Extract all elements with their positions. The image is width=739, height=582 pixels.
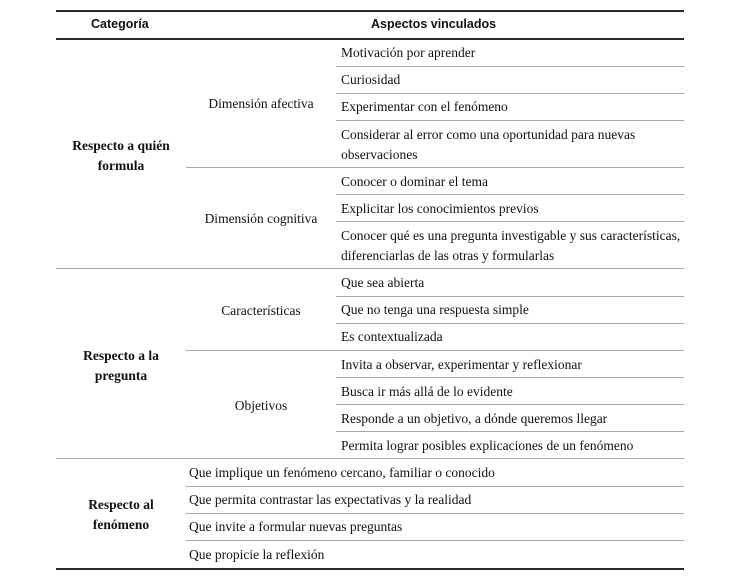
row-separator <box>336 194 684 195</box>
aspect-item: Que permita contrastar las expectativas y la realidad <box>189 492 472 507</box>
aspect-item: Responde a un objetivo, a dónde queremos llegar <box>341 411 608 426</box>
table-top-rule <box>56 10 684 12</box>
aspect-item: Motivación por aprender <box>341 45 476 60</box>
row-separator <box>186 513 684 514</box>
aspect-item: Que propicie la reflexión <box>189 547 325 562</box>
aspect-item: Conocer qué es una pregunta investigable y sus características, diferenciarlas de las otras y formularlas <box>341 228 681 263</box>
aspect-item: Busca ir más allá de lo evidente <box>341 384 513 399</box>
subgroup-objetivos: Objetivos <box>234 398 288 413</box>
aspect-item: Curiosidad <box>341 72 401 87</box>
subgroup-dimension-afectiva: Dimensión afectiva <box>208 96 314 111</box>
row-separator <box>186 540 684 541</box>
aspect-item: Que no tenga una respuesta simple <box>341 302 529 317</box>
aspect-item: Que invite a formular nuevas preguntas <box>189 519 403 534</box>
subgroup-dimension-cognitiva: Dimensión cognitiva <box>204 211 318 226</box>
row-separator <box>336 431 684 432</box>
aspect-item: Que implique un fenómeno cercano, familiar o conocido <box>189 465 495 480</box>
aspect-item: Es contextualizada <box>341 329 443 344</box>
group-separator <box>56 268 684 269</box>
group-separator <box>56 458 684 459</box>
table-bottom-rule <box>56 568 684 570</box>
aspect-item: Invita a observar, experimentar y reflexionar <box>341 357 582 372</box>
aspect-item: Considerar al error como una oportunidad para nuevas observaciones <box>341 127 636 162</box>
category-pregunta: Respecto a la pregunta <box>83 348 159 383</box>
row-separator <box>186 486 684 487</box>
aspect-item: Explicitar los conocimientos previos <box>341 201 539 216</box>
aspect-item: Que sea abierta <box>341 275 425 290</box>
row-separator <box>336 120 684 121</box>
row-separator <box>336 93 684 94</box>
row-separator <box>336 323 684 324</box>
row-separator <box>336 221 684 222</box>
aspect-item: Experimentar con el fenómeno <box>341 99 508 114</box>
row-separator <box>336 404 684 405</box>
subgroup-caracteristicas: Características <box>221 303 301 318</box>
row-separator <box>336 296 684 297</box>
aspect-item: Conocer o dominar el tema <box>341 174 488 189</box>
row-separator <box>336 377 684 378</box>
header-aspects: Aspectos vinculados <box>371 17 497 31</box>
subgroup-separator <box>186 167 684 168</box>
aspects-table <box>56 10 684 570</box>
header-bottom-rule <box>56 38 684 40</box>
category-quien-formula: Respecto a quién formula <box>72 138 170 173</box>
header-category: Categoría <box>91 17 149 31</box>
subgroup-separator <box>186 350 684 351</box>
aspect-item: Permita lograr posibles explicaciones de un fenómeno <box>341 438 634 453</box>
category-fenomeno: Respecto al fenómeno <box>88 497 154 532</box>
row-separator <box>336 66 684 67</box>
